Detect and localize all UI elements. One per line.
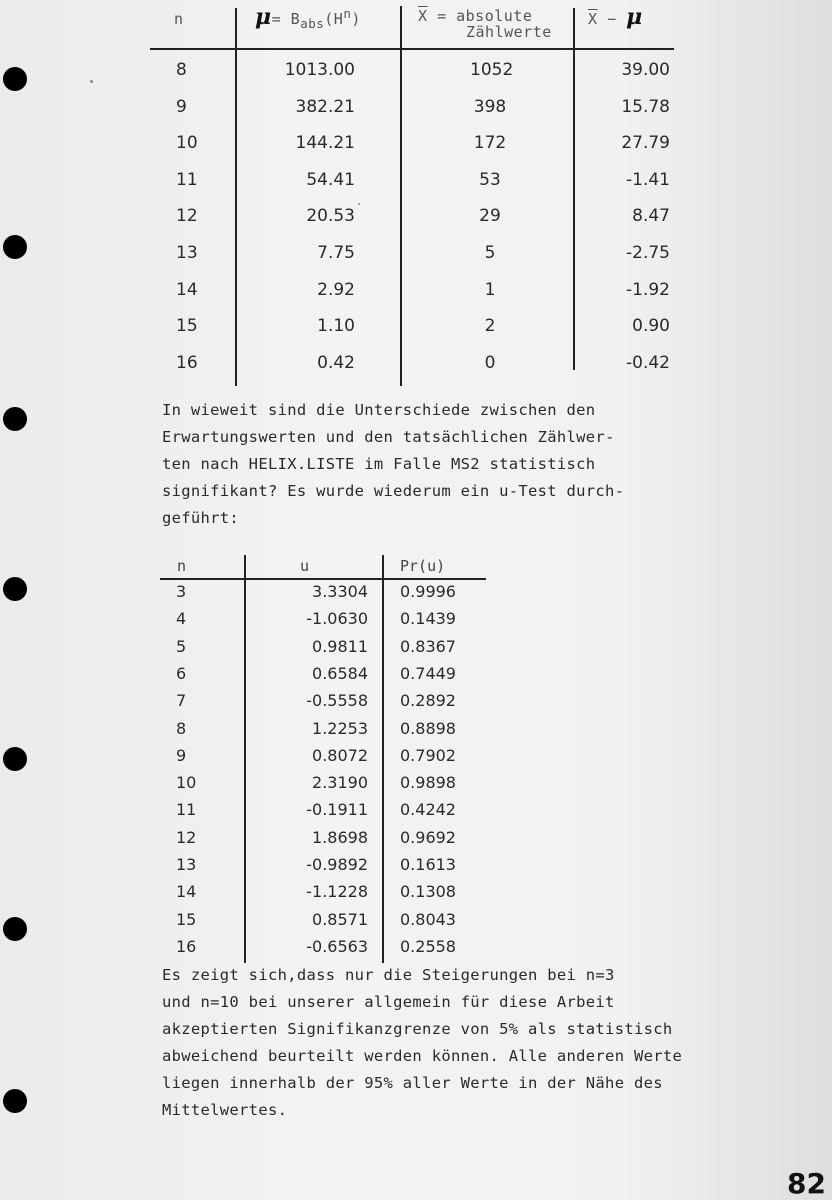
text-line: liegen innerhalb der 95% aller Werte in der Nähe des [162,1074,663,1092]
cell-pr: 0.7449 [400,663,456,683]
u-test-table [160,555,500,965]
cell-n: 14 [176,882,197,902]
cell-n: 7 [176,691,187,711]
cell-pr: 0.8043 [400,909,456,929]
table-row [160,609,500,637]
table-row [150,97,680,133]
table-row [160,746,500,774]
cell-count: 172 [473,133,507,154]
question-paragraph [162,397,624,532]
text-line: In wieweit sind die Unterschiede zwischen den [162,401,596,419]
cell-n: 9 [176,745,187,765]
cell-count: 2 [484,316,496,337]
table-row [160,691,500,719]
cell-count: 398 [473,96,507,117]
table-row [150,206,680,242]
table-row [160,828,500,856]
text-line: Es zeigt sich,dass nur die Steigerungen bei n=3 [162,966,615,984]
mu-symbol: μ [255,4,272,30]
cell-u: 1.2253 [312,718,368,738]
header-rule [150,48,674,50]
header-xbar: $\overline{X}$ = absolute Zählwerte [418,7,552,41]
text-line: signifikant? Es wurde wiederum ein u-Test durch- [162,482,625,500]
cell-expected: 1.10 [317,316,355,337]
cell-n: 10 [176,773,197,793]
punch-hole [3,747,27,771]
header-rule [160,578,486,580]
text-line: und n=10 bei unserer allgemein für diese Arbeit [162,993,615,1011]
cell-difference: -1.41 [626,169,670,190]
cell-pr: 0.9996 [400,582,456,601]
cell-pr: 0.9692 [400,827,456,847]
cell-count: 29 [479,206,501,227]
cell-n: 9 [176,96,187,117]
cell-pr: 0.1439 [400,609,456,629]
page-number: 82 [787,1167,826,1200]
cell-n: 16 [176,936,197,956]
text-line: akzeptierten Signifikanzgrenze von 5% als statistisch [162,1020,673,1038]
cell-u: 0.6584 [312,663,368,683]
cell-n: 15 [176,316,198,337]
punch-hole [3,1089,27,1113]
expectation-table [150,0,680,390]
table-row [160,637,500,665]
table-row [150,60,680,96]
table-row [160,910,500,938]
cell-n: 8 [176,718,187,738]
cell-n: 12 [176,827,197,847]
cell-n: 4 [176,609,187,629]
table-row [160,773,500,801]
cell-u: 3.3304 [312,582,368,601]
punch-hole [3,67,27,91]
cell-count: 53 [479,169,501,190]
cell-n: 8 [176,60,187,80]
cell-u: 2.3190 [312,773,368,793]
cell-pr: 0.2892 [400,691,456,711]
header-difference: $\overline{X} - \mu$ [588,4,643,30]
cell-expected: 20.53 [306,206,355,227]
ink-speck [90,80,93,83]
cell-n: 11 [176,169,198,190]
cell-expected: 144.21 [295,133,355,154]
cell-difference: 8.47 [632,206,670,227]
header-n: n [177,557,187,575]
text-line: abweichend beurteilt werden können. Alle anderen Werte [162,1047,683,1065]
ink-speck [358,203,360,205]
cell-n: 13 [176,855,197,874]
table-row [160,882,500,910]
text-line: ten nach HELIX.LISTE im Falle MS2 statistisch [162,455,596,473]
cell-u: -0.5558 [306,691,368,711]
cell-n: 10 [176,133,198,154]
table-row [150,353,680,389]
cell-pr: 0.4242 [400,800,456,820]
cell-u: -1.1228 [306,882,368,902]
cell-pr: 0.1308 [400,882,456,902]
table-row [160,855,500,883]
cell-u: -0.6563 [306,936,368,956]
cell-expected: 382.21 [295,96,355,117]
table-row [150,316,680,352]
cell-difference: 39.00 [621,60,670,80]
header-pr: Pr(u) [400,557,446,575]
cell-expected: 2.92 [317,279,355,300]
table-row [160,582,500,610]
punch-hole [3,235,27,259]
text-line: Erwartungswerten und den tatsächlichen Zählwer- [162,428,615,446]
cell-n: 14 [176,279,198,300]
cell-count: 1052 [470,60,514,80]
cell-difference: -2.75 [626,243,670,263]
table-row [160,800,500,828]
table-row [150,280,680,316]
cell-difference: 0.90 [632,316,670,337]
cell-u: -0.1911 [306,800,368,820]
cell-n: 5 [176,636,187,656]
punch-hole [3,407,27,431]
cell-count: 5 [484,243,496,263]
cell-n: 16 [176,352,198,373]
cell-u: 0.8571 [312,909,368,929]
cell-pr: 0.1613 [400,855,456,874]
cell-difference: 27.79 [621,133,670,154]
punch-hole [3,917,27,941]
table-row [160,937,500,965]
punch-hole [3,577,27,601]
cell-u: -0.9892 [306,855,368,874]
cell-count: 1 [484,279,496,300]
cell-pr: 0.9898 [400,773,456,793]
cell-expected: 1013.00 [284,60,355,80]
cell-pr: 0.8898 [400,718,456,738]
cell-difference: -1.92 [626,279,670,300]
header-mu: $\mu= B_{abs}(H^n)$ [255,4,361,31]
cell-pr: 0.7902 [400,745,456,765]
table-row [150,133,680,169]
conclusion-paragraph [162,962,682,1124]
cell-u: 1.8698 [312,827,368,847]
cell-n: 6 [176,663,187,683]
cell-pr: 0.8367 [400,636,456,656]
cell-expected: 54.41 [306,169,355,190]
cell-difference: 15.78 [621,96,670,117]
cell-n: 3 [176,582,187,601]
cell-expected: 7.75 [317,243,355,263]
cell-u: 0.9811 [312,636,368,656]
header-u: u [300,557,310,575]
cell-n: 12 [176,206,198,227]
cell-expected: 0.42 [317,352,355,373]
mu-symbol: μ [626,4,643,30]
cell-count: 0 [484,352,496,373]
header-n: n [174,10,184,28]
table-row [150,243,680,279]
cell-n: 13 [176,243,198,263]
cell-pr: 0.2558 [400,936,456,956]
cell-u: 0.8072 [312,745,368,765]
cell-u: -1.0630 [306,609,368,629]
cell-n: 11 [176,800,197,820]
table-row [160,664,500,692]
text-line: geführt: [162,509,240,527]
cell-difference: -0.42 [626,352,670,373]
table-row [150,170,680,206]
text-line: Mittelwertes. [162,1101,288,1119]
cell-n: 15 [176,909,197,929]
table-row [160,719,500,747]
